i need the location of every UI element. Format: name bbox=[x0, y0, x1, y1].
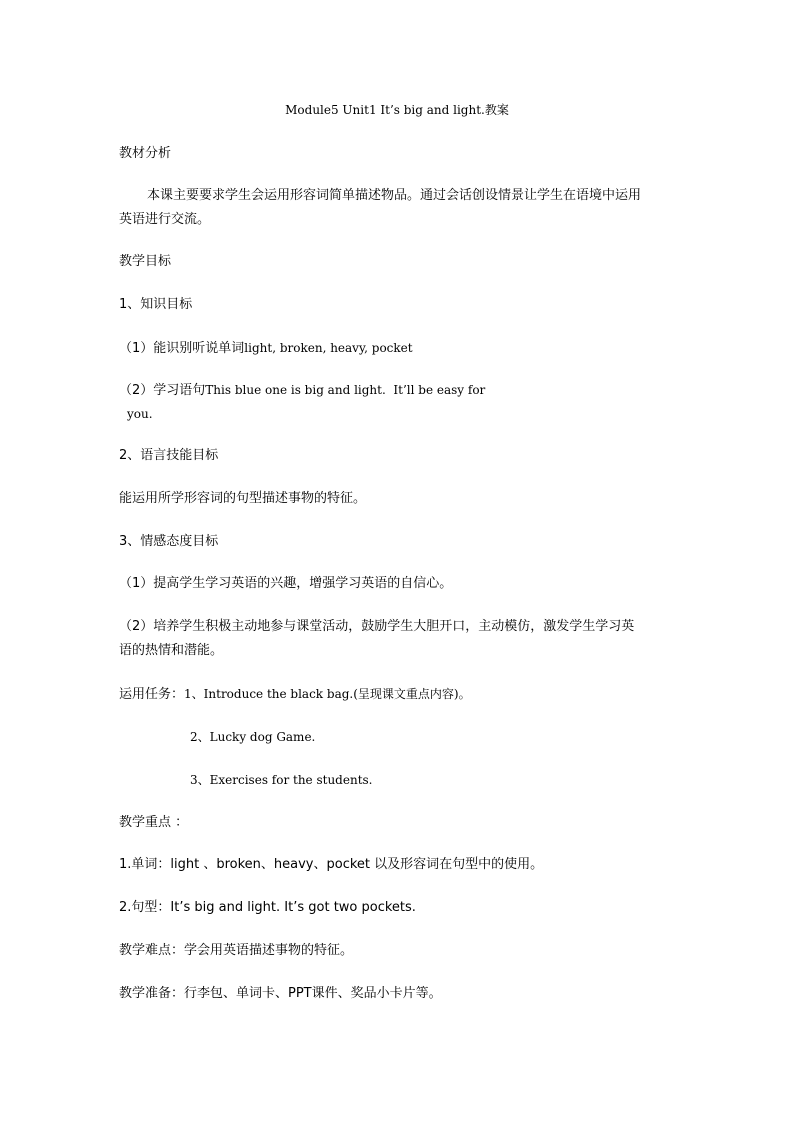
task-label: 运用任务： bbox=[119, 687, 185, 702]
document-title: Module5 Unit1 It’s big and light.教案 bbox=[285, 103, 509, 117]
task-2: 2、Lucky dog Game. bbox=[190, 730, 316, 744]
goal-skills-text: 能运用所学形容词的句型描述事物的特征。 bbox=[119, 491, 367, 506]
paragraph-analysis-line-2: 英语进行交流。 bbox=[119, 212, 211, 227]
goal-knowledge-heading: 1、知识目标 bbox=[119, 297, 193, 312]
goal-attitude-item-1: （1）提高学生学习英语的兴趣，增强学习英语的自信心。 bbox=[119, 576, 453, 591]
goal-knowledge-item-2 bbox=[119, 380, 485, 401]
teaching-difficulty: 教学难点：学会用英语描述事物的特征。 bbox=[119, 943, 354, 958]
goal-knowledge-item-1-prefix: （1）能识别听说单词 bbox=[119, 341, 245, 356]
goal-knowledge-item-1-words: light, broken, heavy, pocket bbox=[244, 341, 413, 355]
section-heading-key-points: 教学重点 ： bbox=[119, 815, 189, 830]
goal-knowledge-item-2-continuation: you. bbox=[127, 407, 153, 421]
section-heading-textbook-analysis: 教材分析 bbox=[119, 146, 172, 161]
teaching-preparation: 教学准备：行李包、单词卡、PPT课件、奖品小卡片等。 bbox=[119, 986, 442, 1001]
goal-knowledge-item-1 bbox=[119, 338, 413, 359]
key-point-2: 2.句型：It’s big and light. It’s got two pockets. bbox=[119, 900, 416, 915]
goal-knowledge-item-2-sentence: This blue one is big and light. It’ll be easy for bbox=[205, 383, 486, 397]
section-heading-teaching-goals: 教学目标 bbox=[119, 254, 172, 269]
goal-attitude-heading: 3、情感态度目标 bbox=[119, 534, 219, 549]
paragraph-analysis-line-1: 本课主要要求学生会运用形容词简单描述物品。通过会话创设情景让学生在语境中运用 bbox=[147, 188, 642, 203]
goal-knowledge-item-2-prefix: （2）学习语句 bbox=[119, 383, 206, 398]
key-point-1: 1.单词：light 、broken、heavy、pocket 以及形容词在句型中的使用。 bbox=[119, 857, 544, 872]
goal-skills-heading: 2、语言技能目标 bbox=[119, 448, 219, 463]
task-line-1 bbox=[119, 684, 471, 705]
goal-attitude-item-2-line-2: 语的热情和潜能。 bbox=[119, 643, 224, 658]
task-3: 3、Exercises for the students. bbox=[190, 773, 373, 787]
goal-attitude-item-2-line-1: （2）培养学生积极主动地参与课堂活动，鼓励学生大胆开口，主动模仿，激发学生学习英 bbox=[119, 619, 635, 634]
task-1: 1、Introduce the black bag.(呈现课文重点内容)。 bbox=[184, 687, 471, 701]
